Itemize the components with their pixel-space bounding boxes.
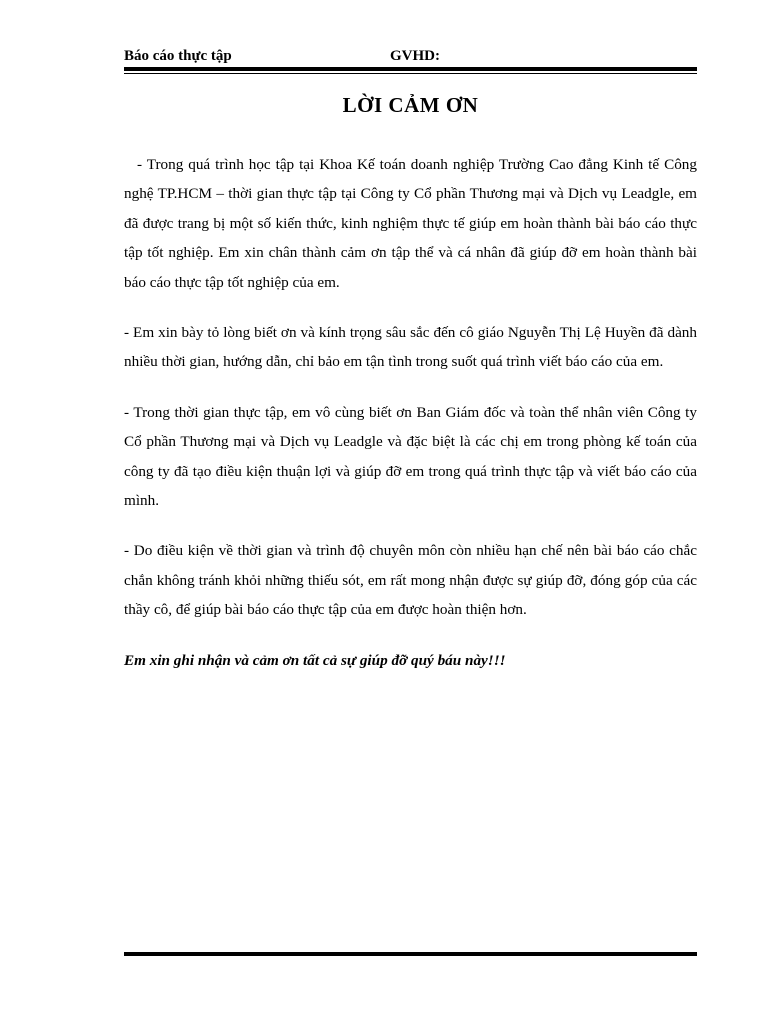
paragraph-1: - Trong quá trình học tập tại Khoa Kế toán doanh nghiệp Trường Cao đẳng Kinh tế Công nghệ TP.HCM – thời gian thực tập tại Công ty Cổ phần Thương mại và Dịch vụ Leadgle, em đã được trang bị một số kiến thức, kinh nghiệm thực tế giúp em hoàn thành bài báo cáo thực tập tốt nghiệp. Em xin chân thành cảm ơn tập thể và cá nhân đã giúp đỡ em hoàn thành bài báo cáo thực tập tốt nghiệp của em. [124,156,697,291]
header-rule-thick [124,67,697,71]
paragraph-2: - Em xin bày tỏ lòng biết ơn và kính trọng sâu sắc đến cô giáo Nguyễn Thị Lệ Huyền đã dành nhiều thời gian, hướng dẫn, chỉ bảo em tận tình trong suốt quá trình viết báo cáo của em. [124,324,697,371]
document-body [124,150,697,696]
header-advisor-label: GVHD: [390,48,440,64]
header-report-label: Báo cáo thực tập [124,48,232,64]
paragraph-4: - Do điều kiện về thời gian và trình độ chuyên môn còn nhiều hạn chế nên bài báo cáo chắc chắn không tránh khỏi những thiếu sót, em rất mong nhận được sự giúp đỡ, đóng góp của các thầy cô, để giúp bài báo cáo thực tập của em được hoàn thiện hơn. [124,542,697,619]
page-title: LỜI CẢM ƠN [342,93,479,117]
paragraph-3: - Trong thời gian thực tập, em vô cùng biết ơn Ban Giám đốc và toàn thể nhân viên Công ty Cổ phần Thương mại và Dịch vụ Leadgle và đặc biệt là các chị em trong phòng kế toán của công ty đã tạo điều kiện thuận lợi và giúp đỡ em trong quá trình thực tập và viết báo cáo của mình. [124,403,697,510]
closing-line: Em xin ghi nhận và cảm ơn tất cả sự giúp đỡ quý báu này!!! [124,651,506,669]
page-header [124,48,697,66]
document-page [124,0,697,1024]
header-rule-thin [124,73,697,74]
footer-rule [124,952,697,956]
